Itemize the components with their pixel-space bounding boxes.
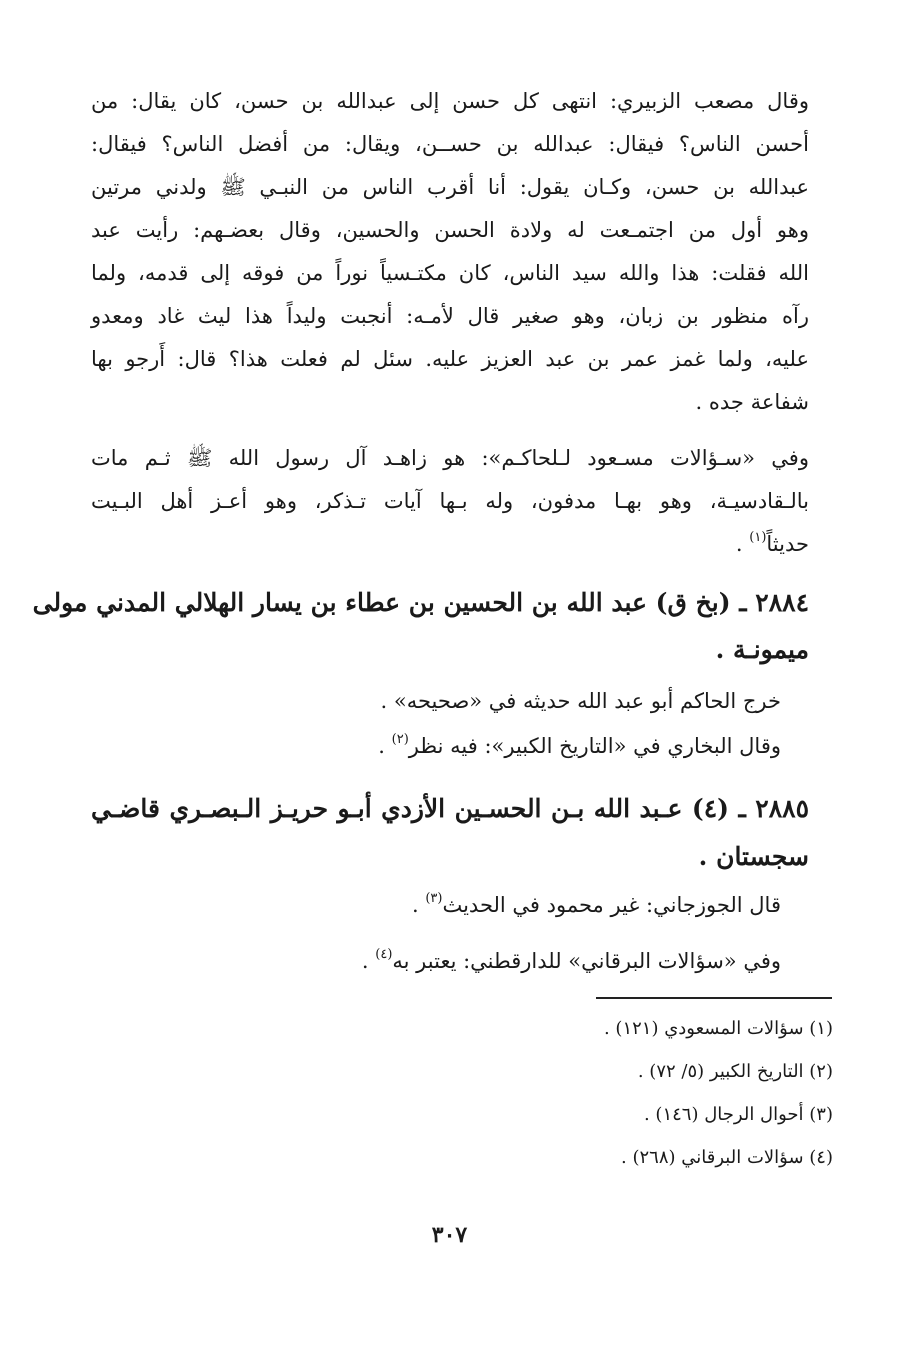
footnote-item: (٤) سؤالات البرقاني (٢٦٨) . bbox=[621, 1147, 833, 1168]
footnote-reference: (٢) bbox=[391, 732, 409, 747]
body-line: وفي «سـؤالات مسـعود لـلحاكـم»: هو زاهـد آل رسول الله ﷺ ثـم مات bbox=[91, 446, 809, 470]
body-line: بالـقادسيـة، وهو بهـا مدفون، وله بـها آيات تـذكر، وهو أعـز أهل البـيت bbox=[91, 489, 809, 513]
footnote-item: (٣) أحوال الرجال (١٤٦) . bbox=[643, 1104, 833, 1125]
body-text: وفي «سؤالات البرقاني» للدارقطني: يعتبر به bbox=[392, 949, 781, 973]
body-text: حديثاً bbox=[766, 532, 809, 556]
body-line bbox=[91, 884, 809, 926]
body-line bbox=[91, 725, 809, 767]
body-line: الله فقلت: هذا والله سيد الناس، كان مكتـسياً نوراً من فوقه إلى قدمه، ولما bbox=[91, 261, 809, 285]
body-line: خرج الحاكم أبو عبد الله حديثه في «صحيحه» . bbox=[380, 689, 781, 713]
body-line bbox=[91, 940, 809, 982]
footnote-item: (٢) التاريخ الكبير (٥/ ٧٢) . bbox=[637, 1061, 833, 1082]
entry-heading: ٢٨٨٤ ـ (بخ ق) عبد الله بن الحسين بن عطاء بن يسار الهلالي المدني مولى bbox=[32, 588, 809, 617]
body-line: عليه، ولما غمز عمر بن عبد العزيز عليه. سئل لم فعلت هذا؟ قال: أَرجو بها bbox=[91, 347, 809, 371]
footnote-item: (١) سؤالات المسعودي (١٢١) . bbox=[603, 1018, 833, 1039]
entry-heading: ميمونـة . bbox=[715, 635, 809, 664]
body-line: وقال مصعب الزبيري: انتهى كل حسن إلى عبدالله بن حسن، كان يقال: من bbox=[91, 89, 809, 113]
body-text: . bbox=[735, 532, 750, 556]
footnote-separator bbox=[596, 997, 832, 999]
footnote-reference: (٤) bbox=[375, 947, 393, 962]
body-text: قال الجوزجاني: غير محمود في الحديث bbox=[442, 893, 781, 917]
body-text: وقال البخاري في «التاريخ الكبير»: فيه نظر bbox=[408, 734, 781, 758]
body-line: رآه منظور بن زبان، وهو صغير قال لأمـه: أنجبت وليداً هذا ليث غاد ومعدو bbox=[91, 304, 809, 328]
body-line bbox=[91, 523, 809, 565]
body-line: وهو أول من اجتمـعت له ولادة الحسن والحسين، وقال بعضـهم: رأيت عبد bbox=[91, 218, 809, 242]
body-line: عبدالله بن حسن، وكـان يقول: أنا أقرب الناس من النبـي ﷺ ولدني مرتين bbox=[91, 175, 809, 199]
footnote-reference: (١) bbox=[749, 530, 767, 545]
page-number: ٣٠٧ bbox=[431, 1222, 468, 1248]
body-text: . bbox=[361, 949, 376, 973]
body-text: . bbox=[378, 734, 392, 758]
footnote-reference: (٣) bbox=[425, 891, 443, 906]
entry-heading: سجستان . bbox=[698, 842, 809, 871]
body-line: أحسن الناس؟ فيقال: عبدالله بن حســن، ويقال: من أفضل الناس؟ فيقال: bbox=[91, 132, 809, 156]
body-text: . bbox=[411, 893, 426, 917]
body-line: شفاعة جده . bbox=[695, 390, 809, 414]
entry-heading: ٢٨٨٥ ـ (٤) عـبد الله بـن الحسـين الأزدي أبـو حريـز الـبصـري قاضـي bbox=[91, 794, 809, 823]
